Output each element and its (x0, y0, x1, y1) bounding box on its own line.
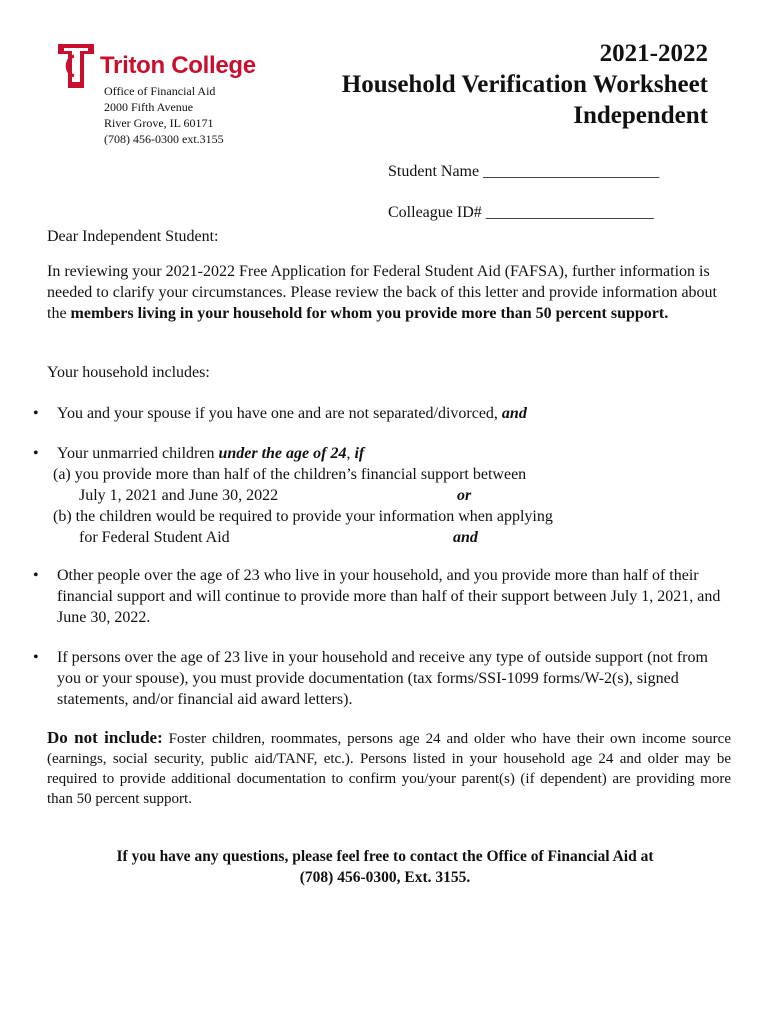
bullet-icon: • (33, 649, 39, 666)
bullet-outside-support-text: If persons over the age of 23 live in your household and receive any type of outside support (not from you or your spouse), you must provide documentation (tax forms/SSI-1099 forms/W-2(s), signed statements, and/or financial aid award letters). (57, 649, 708, 708)
title-main: Household Verification Worksheet (341, 71, 708, 98)
do-not-include-lead: Do not include: (47, 728, 163, 747)
do-not-include-text: Foster children, roommates, persons age 24 and older who have their own income source (earnings, social security, public aid/TANF, etc.). Persons listed in your household age 24 and older may be required to provide additional documentation to confirm you/your parent(s) (if dependent) are providing more than 50 percent support. (47, 731, 731, 807)
title-type: Independent (573, 102, 708, 129)
bullet-children-text: Your unmarried children (57, 445, 219, 462)
bullet-spouse-and: and (501, 405, 527, 422)
closing-contact (0, 846, 770, 888)
bullet-children-age: under the age of 24 (218, 445, 347, 462)
intro-emphasis: members living in your household for whom you provide more than 50 percent support. (70, 305, 669, 322)
bullet-other-people (33, 565, 731, 628)
student-name-label: Student Name (388, 163, 480, 180)
triton-logo-mark-icon (56, 42, 96, 90)
intro-text: In reviewing your 2021-2022 Free Application for Federal Student Aid (FAFSA), further information is needed to clarify your circumstances. Please review the back of this letter and provide information about the (47, 263, 717, 322)
condition-and: and (453, 529, 478, 546)
bullet-spouse (33, 403, 731, 424)
condition-a-line1: (a) you provide more than half of the children’s financial support between (53, 466, 527, 483)
salutation: Dear Independent Student: (47, 228, 219, 245)
city-state-zip: River Grove, IL 60171 (104, 116, 214, 130)
colleague-id-label: Colleague ID# (388, 204, 482, 221)
colleague-id-field[interactable] (388, 204, 659, 226)
closing-line2: (708) 456-0300, Ext. 3155. (299, 869, 471, 886)
intro-paragraph (47, 261, 731, 324)
street-address: 2000 Fifth Avenue (104, 100, 194, 114)
bullet-children (33, 443, 731, 548)
bullet-outside-support (33, 647, 731, 710)
bullet-children-if: if (354, 445, 365, 462)
office-address (104, 83, 224, 147)
bullet-icon: • (33, 567, 39, 584)
bullet-spouse-text: You and your spouse if you have one and are not separated/divorced, (57, 405, 502, 422)
bullet-icon: • (33, 405, 39, 422)
office-phone: (708) 456-0300 ext.3155 (104, 132, 224, 146)
title-year: 2021-2022 (599, 40, 708, 67)
bullet-children-comma: , (346, 445, 355, 462)
colleague-id-blank[interactable]: _____________________ (485, 204, 654, 221)
condition-a-line2: July 1, 2021 and June 30, 2022 (79, 487, 279, 504)
student-name-blank[interactable]: ______________________ (483, 163, 660, 180)
bullet-icon: • (33, 445, 39, 462)
condition-or: or (457, 487, 472, 504)
office-name: Office of Financial Aid (104, 84, 216, 98)
student-name-field[interactable] (388, 163, 659, 185)
condition-b-line2: for Federal Student Aid (79, 529, 230, 546)
bullet-other-people-text: Other people over the age of 23 who live in your household, and you provide more than half of their financial support and will continue to provide more than half of their support between July 1, 2021, and June 30, 2022. (57, 567, 721, 626)
logo-wordmark: Triton College (100, 52, 256, 79)
household-includes-heading: Your household includes: (47, 364, 210, 381)
do-not-include-paragraph (47, 728, 731, 809)
closing-line1: If you have any questions, please feel free to contact the Office of Financial Aid at (116, 848, 654, 865)
document-title (342, 38, 708, 131)
condition-b-line1: (b) the children would be required to provide your information when applying (53, 508, 553, 525)
student-fields (388, 163, 659, 226)
